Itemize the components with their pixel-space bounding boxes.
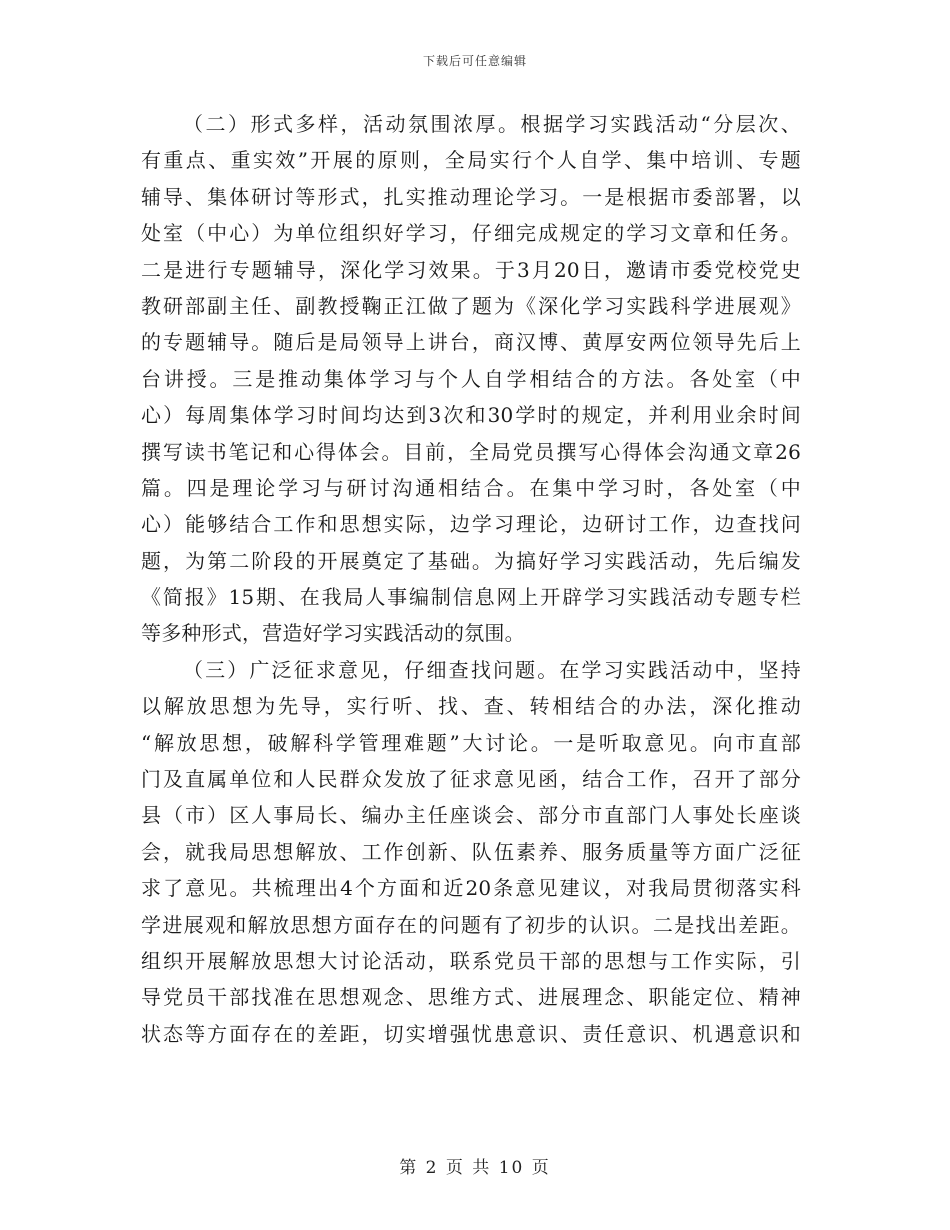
text-line: 学进展观和解放思想方面存在的问题有了初步的认识。二是找出差距。 — [141, 912, 801, 937]
text-line: 二是进行专题辅导，深化学习效果。于3月20日，邀请市委党校党史 — [141, 257, 801, 282]
text-line: 《简报》15期、在我局人事编制信息网上开辟学习实践活动专题专栏 — [141, 585, 801, 610]
document-body — [141, 106, 801, 1052]
text-line: 求了意见。共梳理出4个方面和近20条意见建议，对我局贯彻落实科 — [141, 876, 801, 901]
text-line: 篇。四是理论学习与研讨沟通相结合。在集中学习时，各处室（中 — [141, 475, 801, 500]
text-line: 会，就我局思想解放、工作创新、队伍素养、服务质量等方面广泛征 — [141, 839, 801, 864]
text-line: 县（市）区人事局长、编办主任座谈会、部分市直部门人事处长座谈 — [141, 803, 801, 828]
text-line: （三）广泛征求意见，仔细查找问题。在学习实践活动中，坚持 — [183, 657, 801, 682]
text-line: 状态等方面存在的差距，切实增强忧患意识、责任意识、机遇意识和 — [141, 1021, 801, 1046]
text-line: （二）形式多样，活动氛围浓厚。根据学习实践活动“分层次、 — [183, 112, 801, 136]
text-line: 台讲授。三是推动集体学习与个人自学相结合的方法。各处室（中 — [141, 366, 801, 391]
text-line: “解放思想，破解科学管理难题”大讨论。一是听取意见。向市直部 — [141, 730, 801, 755]
page-footer: 第 2 页 共 10 页 — [399, 1158, 551, 1178]
text-line: 撰写读书笔记和心得体会。目前，全局党员撰写心得体会沟通文章26 — [141, 439, 801, 464]
text-line: 门及直属单位和人民群众发放了征求意见函，结合工作，召开了部分 — [141, 767, 801, 792]
text-line: 处室（中心）为单位组织好学习，仔细完成规定的学习文章和任务。 — [141, 221, 801, 246]
text-line: 等多种形式，营造好学习实践活动的氛围。 — [141, 621, 525, 646]
paragraph-2 — [141, 106, 801, 652]
paragraph-3 — [141, 652, 801, 1052]
text-line: 导党员干部找准在思想观念、思维方式、进展理念、职能定位、精神 — [141, 985, 801, 1010]
text-line: 组织开展解放思想大讨论活动，联系党员干部的思想与工作实际，引 — [141, 948, 801, 973]
text-line: 有重点、重实效”开展的原则，全局实行个人自学、集中培训、专题 — [141, 148, 801, 173]
text-line: 心）能够结合工作和思想实际，边学习理论，边研讨工作，边查找问 — [141, 512, 801, 537]
text-line: 心）每周集体学习时间均达到3次和30学时的规定，并利用业余时间 — [141, 403, 801, 428]
text-line: 的专题辅导。随后是局领导上讲台，商汉博、黄厚安两位领导先后上 — [141, 330, 801, 355]
text-line: 题，为第二阶段的开展奠定了基础。为搞好学习实践活动，先后编发 — [141, 548, 801, 573]
text-line: 辅导、集体研讨等形式，扎实推动理论学习。一是根据市委部署，以 — [141, 184, 801, 209]
text-line: 以解放思想为先导，实行听、找、查、转相结合的办法，深化推动 — [141, 694, 801, 719]
text-line: 教研部副主任、副教授鞠正江做了题为《深化学习实践科学进展观》 — [141, 293, 801, 318]
page-header: 下载后可任意编辑 — [422, 54, 527, 68]
